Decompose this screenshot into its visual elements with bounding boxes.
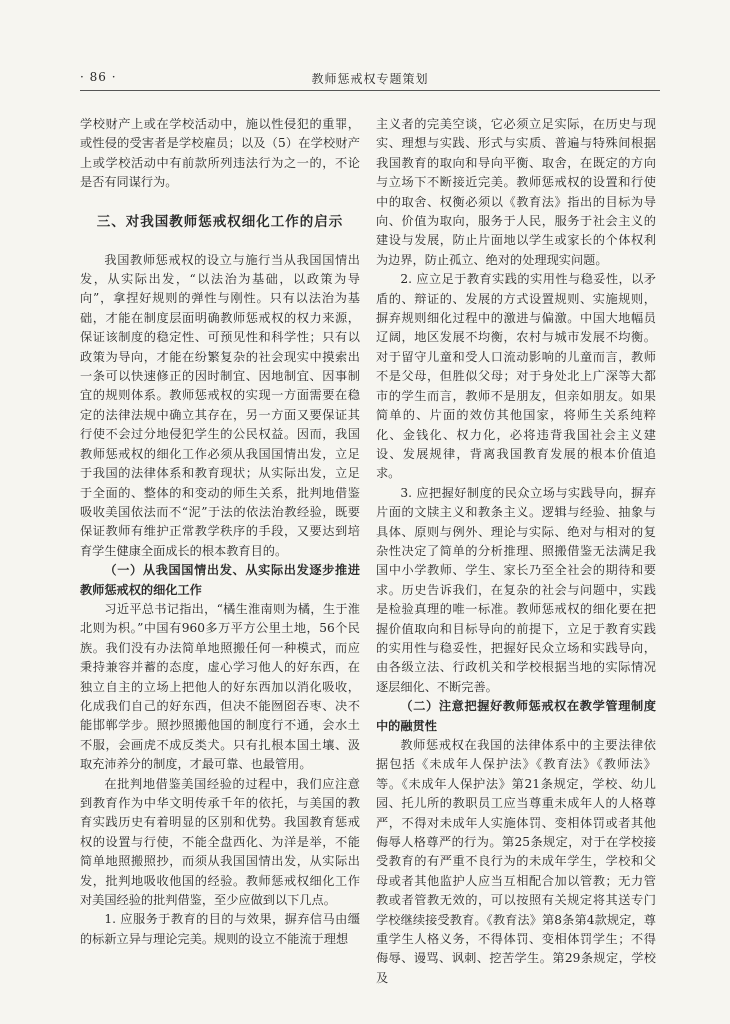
paragraph: 学校财产上或在学校活动中，施以性侵犯的重罪，或性侵的受害者是学校雇员；以及（5）在学校财产上或学校活动中有前款所列违法行为之一的，不论是否有同谋行为。 xyxy=(80,117,360,190)
paragraph: 主义者的完美空谈，它必须立足实际，在历史与现实、理想与实践、形式与实质、普遍与特殊间根据我国教育的取向和导向平衡、取舍，在既定的方向与立场下不断接近完美。教师惩戒权的设置和行使中的取舍、权衡必须以《教育法》指出的目标为导向、价值为取向，服务于人民，服务于社会主义的建设与发展，防止片面地以学生或家长的个体权利为边界，防止孤立、绝对的处理现实问题。 xyxy=(376,117,656,267)
paragraph: 2. 应立足于教育实践的实用性与稳妥性，以矛盾的、辩证的、发展的方式设置规则、实施规则，摒弃规则细化过程中的激进与偏激。中国大地幅员辽阔，地区发展不均衡，农村与城市发展不均衡。对于留守儿童和受人口流动影响的儿童而言，教师不是父母，但胜似父母；对于身处北上广深等大都市的学生而言，教师不是朋友，但亲如朋友。如果简单的、片面的效仿其他国家，将师生关系纯粹化、金钱化、权力化，必将违背我国社会主义建设、发展规律，背离我国教育发展的根本价值追求。 xyxy=(376,272,656,481)
paragraph: 3. 应把握好制度的民众立场与实践导向，摒弃片面的文牍主义和教条主义。逻辑与经验、抽象与具体、原则与例外、理论与实际、绝对与相对的复杂性决定了简单的分析推理、照搬借鉴无法满足我国中小学教师、学生、家长乃至全社会的期待和要求。历史告诉我们，在复杂的社会与问题中，实践是检验真理的唯一标准。教师惩戒权的细化要在把握价值取向和目标导向的前提下，立足于教育实践的实用性与稳妥性，把握好民众立场和实践导向，由各级立法、行政机关和学校根据当地的实际情况逐层细化、不断完善。 xyxy=(376,485,656,694)
running-title: 教师惩戒权专题策划 xyxy=(311,72,429,86)
paragraph: 习近平总书记指出，“橘生淮南则为橘，生于淮北则为枳。”中国有960多万平方公里土地，56个民族。我们没有办法简单地照搬任何一种模式，而应秉持兼容并蓄的态度，虚心学习他人的好东西，在独立自主的立场上把他人的好东西加以消化吸收，化成我们自己的好东西，但决不能囫囵吞枣、决不能邯郸学步。照抄照搬他国的制度行不通，会水土不服，会画虎不成反类犬。只有扎根本国土壤、汲取充沛养分的制度，才最可靠、也最管用。 xyxy=(80,601,360,772)
section-heading: 三、对我国教师惩戒权细化工作的启示 xyxy=(96,213,344,230)
paragraph: 在批判地借鉴美国经验的过程中，我们应注意到教育作为中华文明传承千年的依托，与美国的教育实践历史有着明显的区别和优势。我国教育惩戒权的设置与行使，不能全盘西化、为洋是举，不能简单地照搬照抄，而须从我国国情出发，从实际出发，批判地吸收他国的经验。教师惩戒权细化工作对美国经验的批判借鉴，至少应做到以下几点。 xyxy=(80,776,360,908)
left-column xyxy=(80,115,360,949)
subsection-heading: （一）从我国国情出发、从实际出发逐步推进教师惩戒权的细化工作 xyxy=(80,563,360,597)
right-column xyxy=(376,115,656,988)
paragraph: 我国教师惩戒权的设立与施行当从我国国情出发，从实际出发，“以法治为基础，以政策为导向”，拿捏好规则的弹性与刚性。只有以法治为基础，才能在制度层面明确教师惩戒权的权力来源，保证该制度的稳定性、可预见性和科学性；只有以政策为导向，才能在纷繁复杂的社会现实中摸索出一条可以快速修正的因时制宜、因地制宜、因事制宜的规则体系。教师惩戒权的实现一方面需要在稳定的法律法规中确立其存在，另一方面又要保证其行使不会过分地侵犯学生的公民权益。因而，我国教师惩戒权的细化工作必须从我国国情出发，立足于我国的法律体系和教育现状；从实际出发，立足于全面的、整体的和变动的师生关系，批判地借鉴吸收美国依法而不“泥”于法的依法治教经验，既要保证教师有维护正常教学秩序的手段，又要达到培育学生健康全面成长的根本教育目的。 xyxy=(80,252,360,558)
page-header xyxy=(80,66,660,91)
paragraph: 教师惩戒权在我国的法律体系中的主要法律依据包括《未成年人保护法》《教育法》《教师法》等。《未成年人保护法》第21条规定，学校、幼儿园、托儿所的教职员工应当尊重未成年人的人格尊严，不得对未成年人实施体罚、变相体罚或者其他侮辱人格尊严的行为。第25条规定，对于在学校接受教育的有严重不良行为的未成年学生，学校和父母或者其他监护人应当互相配合加以管教；无力管教或者管教无效的，可以按照有关规定将其送专门学校继续接受教育。《教育法》第8条第4款规定，尊重学生人格义务，不得体罚、变相体罚学生；不得侮辱、谩骂、讽刺、挖苦学生。第29条规定，学校及 xyxy=(376,738,656,985)
page-number: · 86 · xyxy=(80,70,117,84)
subsection-heading: （二）注意把握好教师惩戒权在教学管理制度中的融贯性 xyxy=(376,699,656,733)
paragraph: 1. 应服务于教育的目的与效果，摒弃信马由缰的标新立异与理论完美。规则的设立不能流于理想 xyxy=(80,912,360,946)
